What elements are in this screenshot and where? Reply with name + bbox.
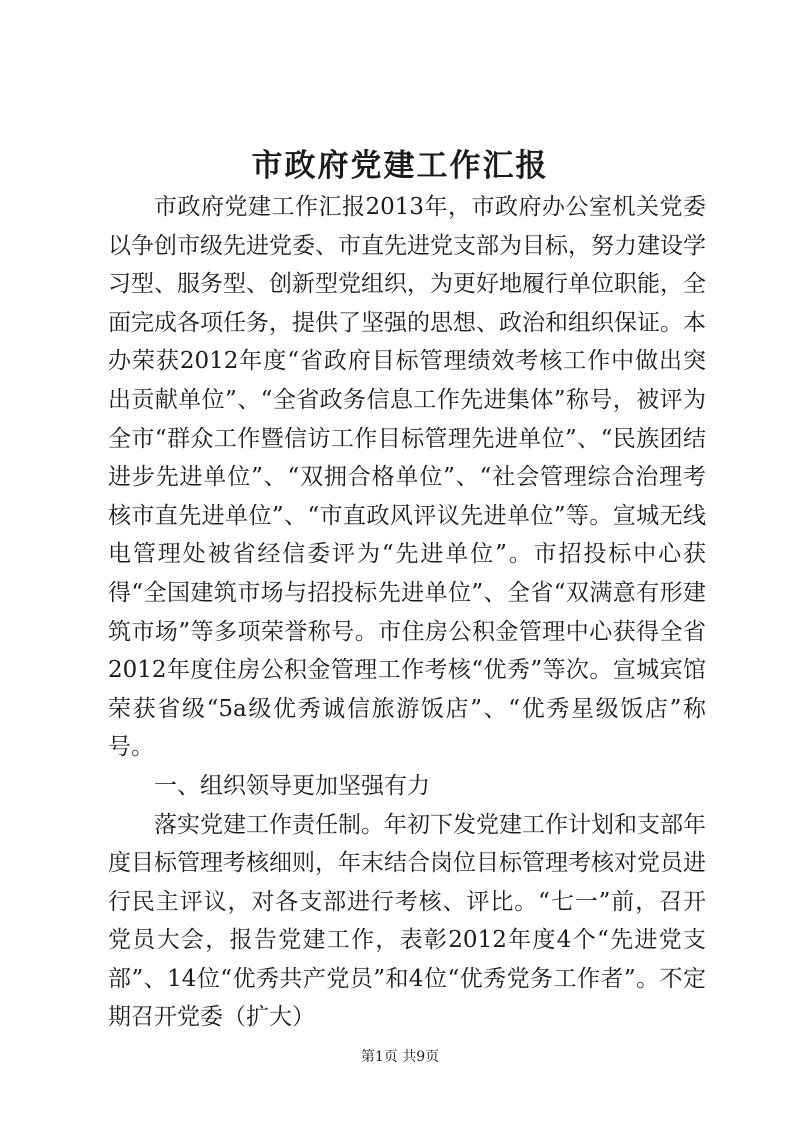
document-title: 市政府党建工作汇报	[251, 148, 549, 184]
document-body	[108, 188, 706, 1037]
section-heading: 一、组织领导更加坚强有力	[154, 772, 430, 799]
page-footer: 第1页 共9页	[360, 1049, 440, 1065]
paragraph-section-1: 落实党建工作责任制。年初下发党建工作计划和支部年度目标管理考核细则，年末结合岗位目标管理考核对党员进行民主评议，对各支部进行考核、评比。“七一”前，召开党员大会，报告党建工作，表彰2012年度4个“先进党支部”、14位“优秀共产党员”和4位“优秀党务工作者”。不定期召开党委（扩大）	[108, 811, 706, 1031]
paragraph-intro: 市政府党建工作汇报2013年，市政府办公室机关党委以争创市级先进党委、市直先进党支部为目标，努力建设学习型、服务型、创新型党组织，为更好地履行单位职能，全面完成各项任务，提供了坚强的思想、政治和组织保证。本办荣获2012年度“省政府目标管理绩效考核工作中做出突出贡献单位”、“全省政务信息工作先进集体”称号，被评为全市“群众工作暨信访工作目标管理先进单位”、“民族团结进步先进单位”、“双拥合格单位”、“社会管理综合治理考核市直先进单位”、“市直政风评议先进单位”等。宣城无线电管理处被省经信委评为“先进单位”。市招投标中心获得“全国建筑市场与招投标先进单位”、全省“双满意有形建筑市场”等多项荣誉称号。市住房公积金管理中心获得全省2012年度住房公积金管理工作考核“优秀”等次。宣城宾馆荣获省级“5a级优秀诚信旅游饭店”、“优秀星级饭店”称号。	[108, 194, 706, 761]
